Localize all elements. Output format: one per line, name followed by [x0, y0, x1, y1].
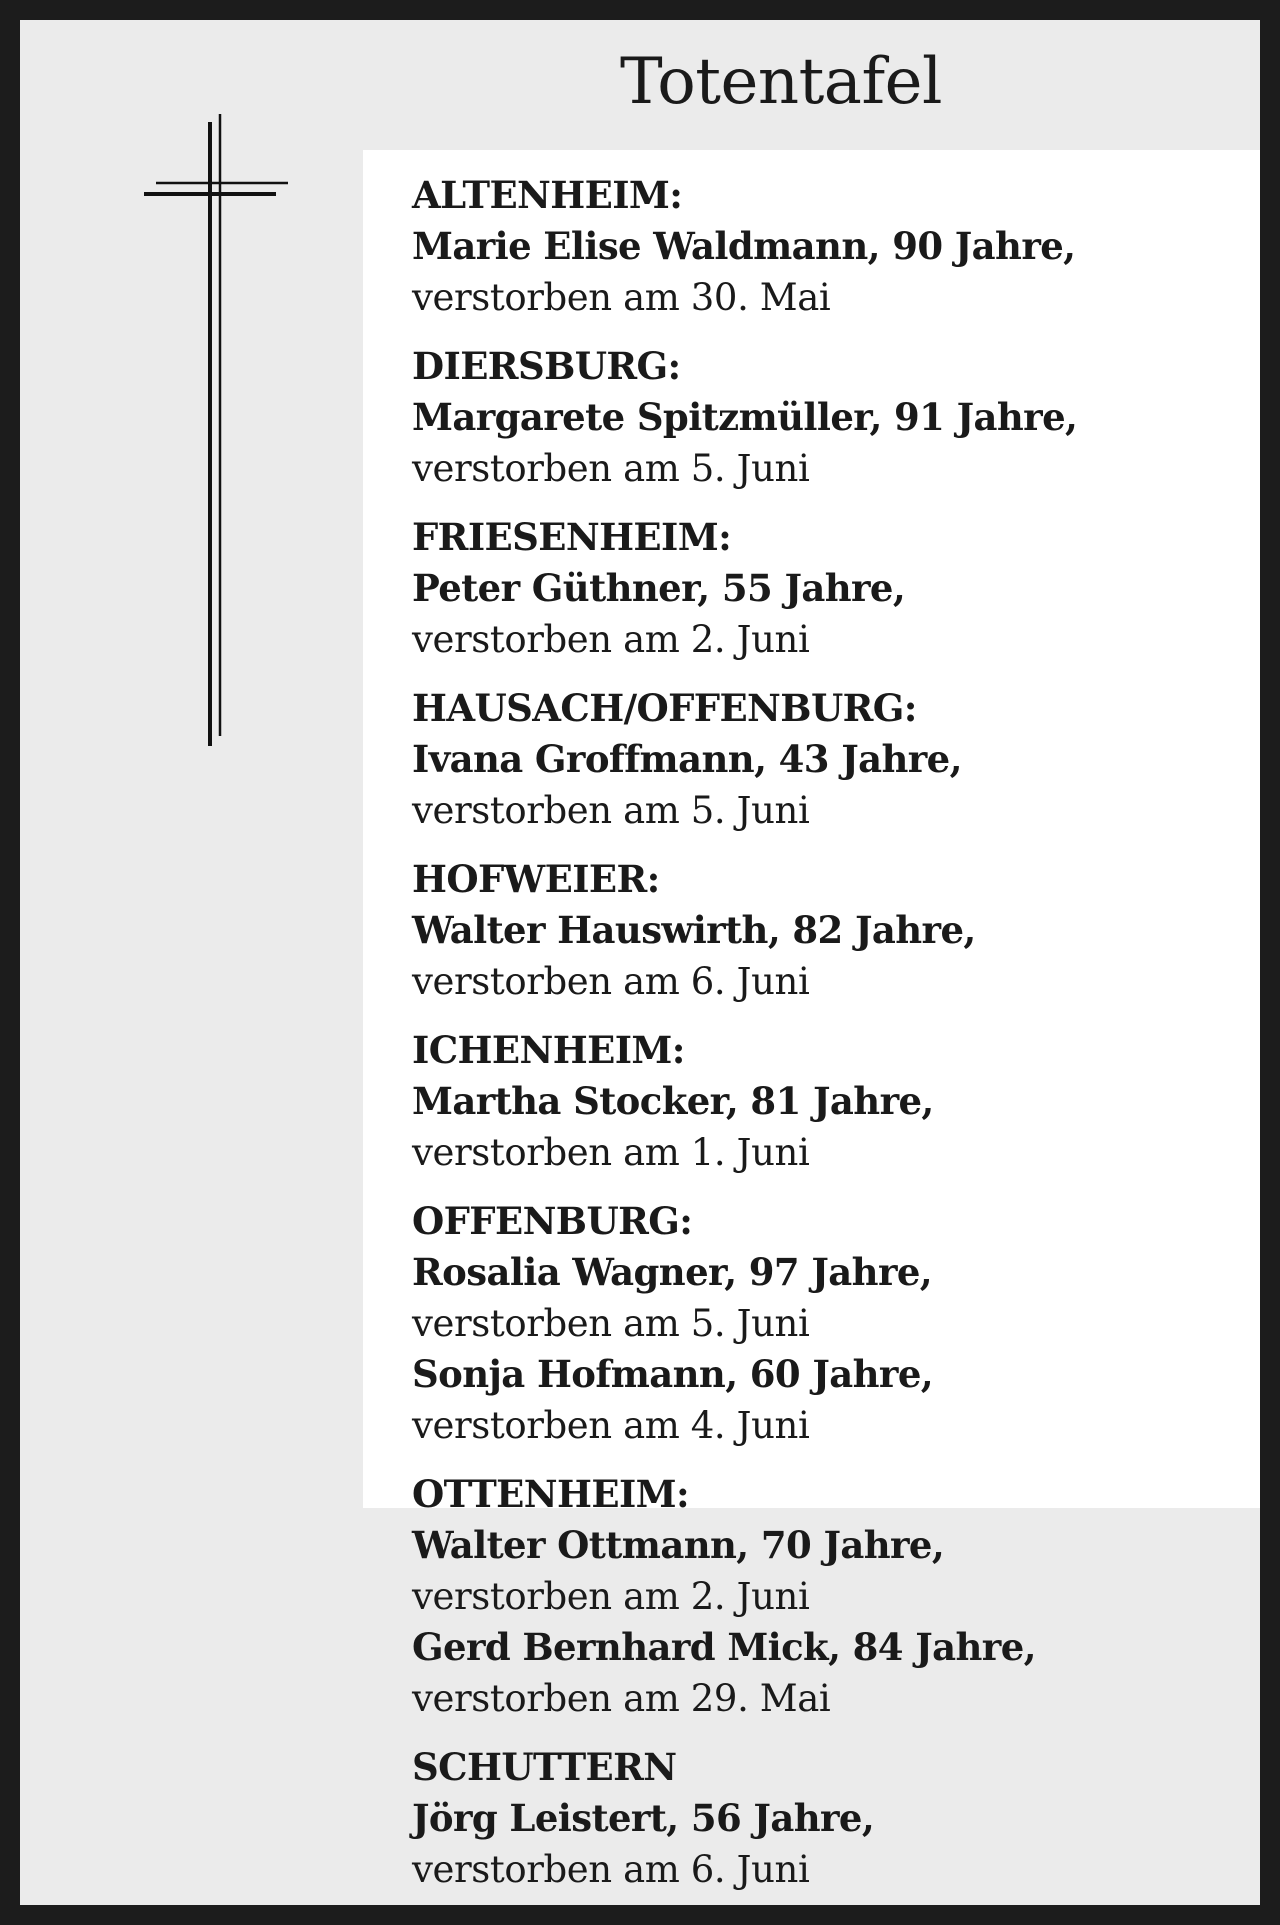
town-name: HAUSACH/OFFENBURG: [412, 686, 917, 730]
death-date: verstorben am 29. Mai [412, 1677, 831, 1720]
town-group [412, 1742, 1232, 1895]
town-name: ICHENHEIM: [412, 1028, 685, 1072]
town-name: ALTENHEIM: [412, 173, 683, 217]
person-name: Margarete Spitzmüller, 91 Jahre, [412, 395, 1078, 439]
person-name: Marie Elise Waldmann, 90 Jahre, [412, 224, 1076, 268]
town-group [412, 1196, 1232, 1451]
town-group [412, 1469, 1232, 1724]
town-name: DIERSBURG: [412, 344, 681, 388]
death-date: verstorben am 5. Juni [412, 447, 810, 490]
death-date: verstorben am 2. Juni [412, 618, 810, 661]
town-name: HOFWEIER: [412, 857, 660, 901]
town-group [412, 683, 1232, 836]
death-date: verstorben am 6. Juni [412, 1848, 810, 1891]
town-group [412, 341, 1232, 494]
cross-icon [120, 94, 290, 754]
obituary-list [412, 170, 1232, 1905]
death-date: verstorben am 6. Juni [412, 960, 810, 1003]
person-name: Gerd Bernhard Mick, 84 Jahre, [412, 1625, 1036, 1669]
obituary-frame [20, 20, 1260, 1905]
person-name: Rosalia Wagner, 97 Jahre, [412, 1250, 933, 1294]
town-group [412, 170, 1232, 323]
town-group [412, 854, 1232, 1007]
town-name: OTTENHEIM: [412, 1472, 690, 1516]
town-name: FRIESENHEIM: [412, 515, 732, 559]
death-date: verstorben am 1. Juni [412, 1131, 810, 1174]
page-title: Totentafel [620, 45, 942, 119]
person-name: Martha Stocker, 81 Jahre, [412, 1079, 934, 1123]
person-name: Ivana Groffmann, 43 Jahre, [412, 737, 962, 781]
town-name: OFFENBURG: [412, 1199, 693, 1243]
person-name: Sonja Hofmann, 60 Jahre, [412, 1352, 934, 1396]
death-date: verstorben am 5. Juni [412, 1302, 810, 1345]
death-date: verstorben am 30. Mai [412, 276, 831, 319]
town-group [412, 512, 1232, 665]
person-name: Jörg Leistert, 56 Jahre, [412, 1796, 875, 1840]
town-group [412, 1025, 1232, 1178]
town-name: SCHUTTERN [412, 1745, 677, 1789]
person-name: Walter Hauswirth, 82 Jahre, [412, 908, 976, 952]
person-name: Walter Ottmann, 70 Jahre, [412, 1523, 945, 1567]
death-date: verstorben am 5. Juni [412, 789, 810, 832]
death-date: verstorben am 4. Juni [412, 1404, 810, 1447]
person-name: Peter Güthner, 55 Jahre, [412, 566, 906, 610]
death-date: verstorben am 2. Juni [412, 1575, 810, 1618]
